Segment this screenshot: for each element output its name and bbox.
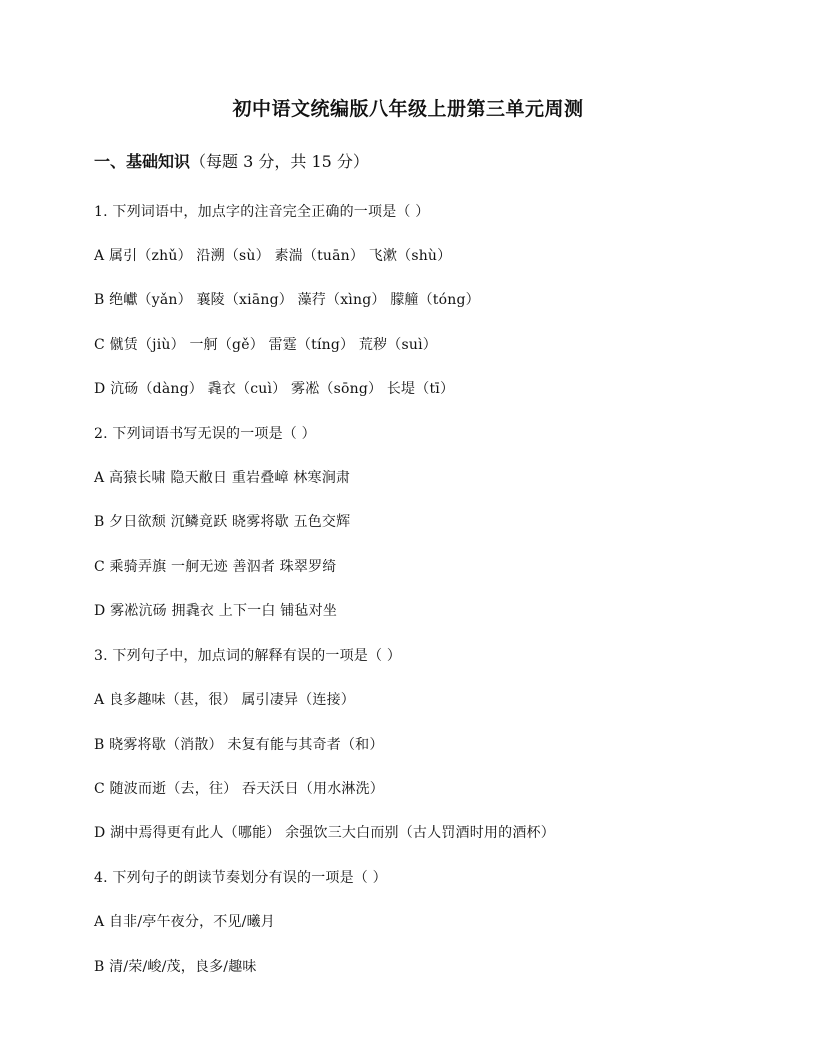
question-2-option-a: A 高猿长啸 隐天敝日 重岩叠嶂 林寒涧肃 bbox=[94, 470, 351, 486]
section-heading bbox=[94, 149, 369, 172]
question-4-option-b: B 清/荣/峻/茂，良多/趣味 bbox=[94, 959, 257, 975]
question-3-option-d: D 湖中焉得更有此人（哪能） 余强饮三大白而别（古人罚酒时用的酒杯） bbox=[94, 825, 555, 841]
question-2-option-d: D 雾凇沆砀 拥毳衣 上下一白 铺毡对坐 bbox=[94, 603, 338, 619]
question-1-stem: 1. 下列词语中，加点字的注音完全正确的一项是（ ） bbox=[94, 204, 430, 220]
question-4-stem: 4. 下列句子的朗读节奏划分有误的一项是（ ） bbox=[94, 870, 387, 886]
page-title: 初中语文统编版八年级上册第三单元周测 bbox=[232, 98, 584, 120]
section-score-note: （每题 3 分，共 15 分） bbox=[190, 152, 369, 171]
question-1-option-a: A 属引（zhǔ） 沿溯（sù） 素湍（tuān） 飞漱（shù） bbox=[94, 248, 452, 264]
question-2-option-b: B 夕日欲颓 沉鳞竟跃 晓雾将歇 五色交辉 bbox=[94, 514, 351, 530]
question-3-stem: 3. 下列句子中，加点词的解释有误的一项是（ ） bbox=[94, 648, 402, 664]
question-3-option-b: B 晓雾将歇（消散） 未复有能与其奇者（和） bbox=[94, 737, 384, 753]
question-3-option-c: C 随波而逝（去，往） 吞天沃日（用水淋洗） bbox=[94, 781, 385, 797]
question-3-option-a: A 良多趣味（甚，很） 属引凄异（连接） bbox=[94, 692, 356, 708]
question-2-stem: 2. 下列词语书写无误的一项是（ ） bbox=[94, 426, 316, 442]
question-2-option-c: C 乘骑弄旗 一舸无迹 善泅者 珠翠罗绮 bbox=[94, 559, 337, 575]
question-1-option-c: C 僦赁（jiù） 一舸（gě） 雷霆（tíng） 荒秽（suì） bbox=[94, 337, 437, 353]
question-1-option-d: D 沆砀（dàng） 毳衣（cuì） 雾凇（sōng） 长堤（tī） bbox=[94, 381, 455, 397]
question-4-option-a: A 自非/亭午夜分，不见/曦月 bbox=[94, 914, 275, 930]
section-heading-label: 一、基础知识 bbox=[94, 152, 191, 171]
question-1-option-b: B 绝巘（yǎn） 襄陵（xiāng） 藻荇（xìng） 朦艟（tóng） bbox=[94, 292, 480, 308]
